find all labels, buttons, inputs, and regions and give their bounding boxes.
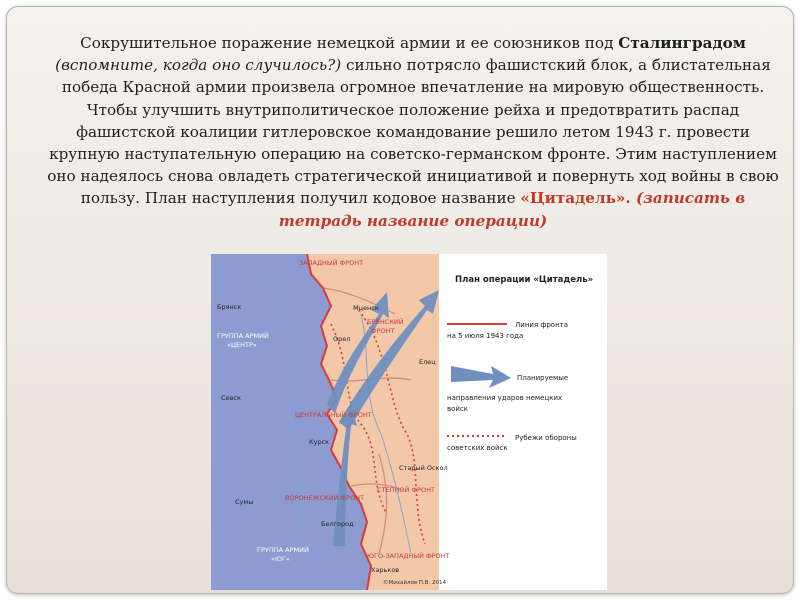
text-remember-question: (вспомните, когда оно случилось?) <box>55 56 342 75</box>
label-bryansk: Брянск <box>217 303 242 311</box>
label-group-south-2: «ЮГ» <box>271 555 290 563</box>
legend-defense-1: Рубежи обороны <box>515 434 577 442</box>
label-group-center-1: ГРУППА АРМИЙ <box>217 332 269 340</box>
label-group-center-2: «ЦЕНТР» <box>227 341 257 349</box>
slide <box>6 6 794 594</box>
label-kharkov: Харьков <box>371 566 400 574</box>
legend-arrows-1: Планируемые <box>517 374 569 382</box>
label-sevsk: Севск <box>221 394 241 402</box>
label-mtsensk: Мценск <box>353 304 379 312</box>
citadel-map <box>211 254 607 590</box>
text-citadel: «Цитадель». <box>520 189 631 208</box>
legend-arrows-2: направления ударов немецких <box>447 394 563 402</box>
label-sumy: Сумы <box>235 498 254 506</box>
label-kursk: Курск <box>309 438 330 446</box>
main-paragraph <box>43 32 783 232</box>
label-group-south-1: ГРУППА АРМИЙ <box>257 546 309 554</box>
legend-front-line-1: Линия фронта <box>515 321 569 329</box>
label-bryansk-front-2: ФРОНТ <box>371 327 395 335</box>
label-stary-oskol: Старый Оскол <box>399 464 448 472</box>
text-intro: Сокрушительное поражение немецкой армии и ее союзников под <box>80 34 619 52</box>
text-note: (записать в тетрадь название операции) <box>278 189 746 230</box>
label-voronezh-front: ВОРОНЕЖСКИЙ ФРОНТ <box>285 494 365 502</box>
label-copyright: ©Михайлов П.В. 2014 <box>383 580 447 586</box>
legend-arrow-sample <box>451 366 511 388</box>
legend-arrows-3: войск <box>447 405 469 413</box>
legend-defense-2: советских войск <box>447 444 508 452</box>
label-southwest-front: ЮГО-ЗАПАДНЫЙ ФРОНТ <box>367 552 450 560</box>
label-steppe-front: СТЕПНОЙ ФРОНТ <box>377 486 435 494</box>
label-western-front: ЗАПАДНЫЙ ФРОНТ <box>299 259 364 267</box>
text-stalingrad: Сталинградом <box>618 34 746 52</box>
label-bryansk-front-1: БРЯНСКИЙ <box>367 318 404 326</box>
label-yelets: Елец <box>419 358 436 366</box>
label-belgorod: Белгород <box>321 520 354 528</box>
label-orel: Орел <box>333 335 351 343</box>
text-body: сильно потрясло фашистский блок, а блистательная победа Красной армии произвела огромное впечатление на мировую общественность. Чтобы улучшить внутриполитическое положение рейха и предотвратить распад фашистской коалиции гитлеровское командование решило летом 1943 г. провести крупную наступательную операцию на советско-германском фронте. Этим наступлением оно надеялось снова овладеть стратегической инициативой и повернуть ход войны в свою пользу. План наступления получил кодовое название <box>47 56 779 208</box>
label-central-front: ЦЕНТРАЛЬНЫЙ ФРОНТ <box>295 411 372 419</box>
legend-title: План операции «Цитадель» <box>455 275 594 285</box>
legend-front-line-2: на 5 июля 1943 года <box>447 332 524 340</box>
